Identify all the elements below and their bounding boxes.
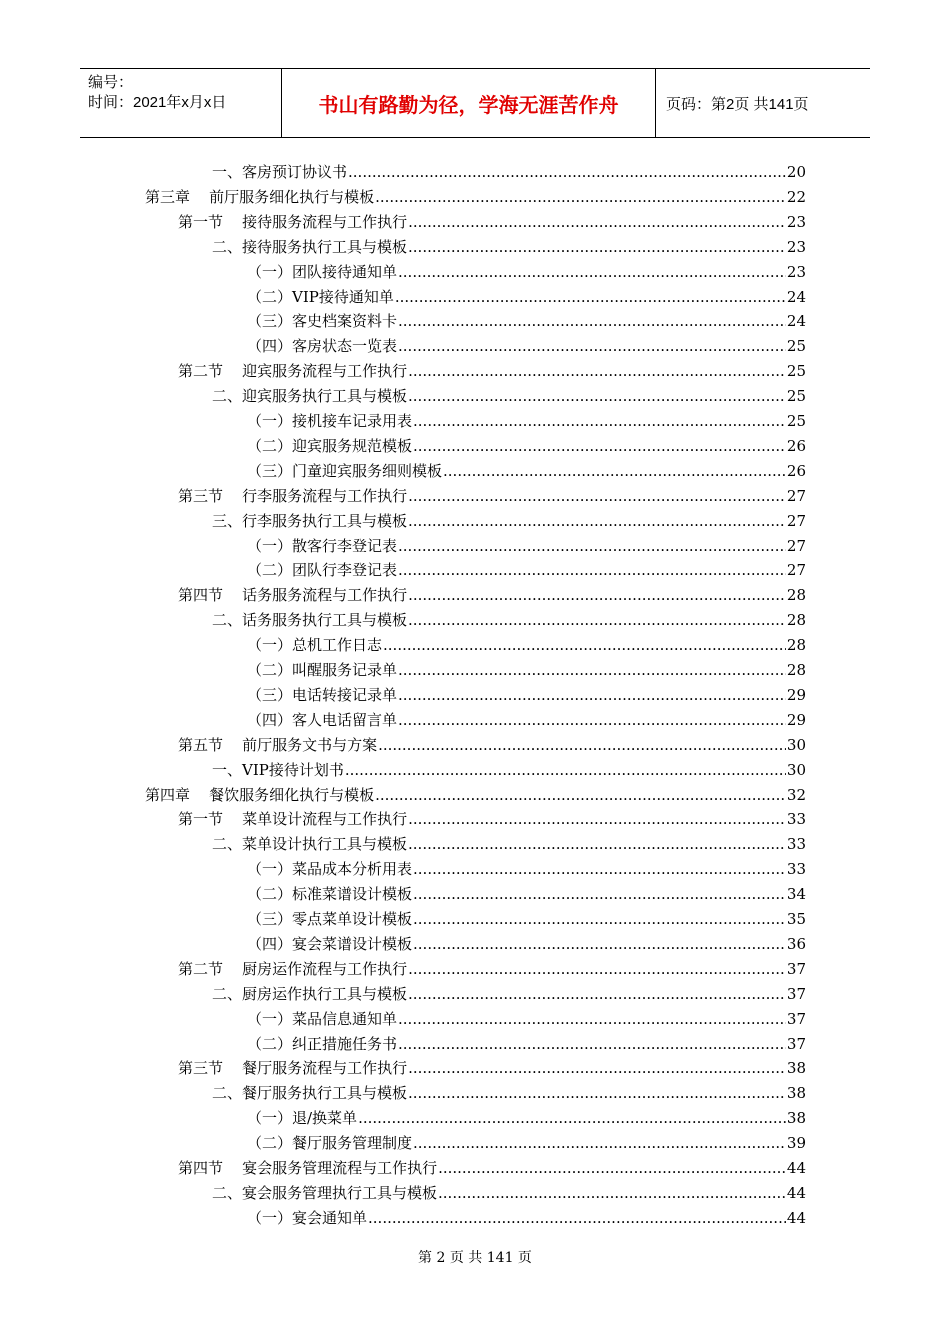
toc-leader-dots [408,809,786,829]
toc-entry-page: 33 [786,835,806,854]
toc-entry-title: 第四章 餐饮服务细化执行与模板 [145,785,375,804]
serial-label: 编号： [88,74,134,91]
toc-leader-dots [398,660,786,680]
toc-entry[interactable] [178,731,806,755]
toc-entry-title: （一）总机工作日志 [247,636,383,655]
toc-entry-page: 44 [786,1183,806,1202]
toc-entry-title: （四）客人电话留言单 [247,710,398,729]
toc-entry-page: 23 [786,262,806,281]
toc-leader-dots [398,1009,786,1029]
toc-entry[interactable] [178,1054,806,1078]
toc-entry-title: （二）叫醒服务记录单 [247,661,398,679]
toc-entry-title: （一）菜品成本分析用表 [247,860,413,879]
toc-leader-dots [408,585,786,605]
toc-entry-title: 第一节 接待服务流程与工作执行 [178,212,408,231]
toc-entry-page: 32 [786,785,806,804]
toc-entry-title: 第一节 菜单设计流程与工作执行 [178,810,408,829]
toc-entry-title: （二）标准菜谱设计模板 [247,885,413,904]
toc-entry-page: 38 [786,1059,806,1078]
toc-entry-page: 44 [786,1159,806,1177]
toc-entry-page: 27 [786,561,806,580]
toc-leader-dots [413,859,786,879]
toc-entry[interactable] [247,432,806,456]
toc-entry-page: 25 [786,362,806,381]
toc-entry-page: 23 [786,237,806,256]
toc-entry-title: 二、厨房运作执行工具与模板 [212,984,408,1003]
toc-entry-title: 三、行李服务执行工具与模板 [212,511,408,530]
toc-entry-page: 38 [786,1084,806,1103]
toc-leader-dots [398,560,786,580]
toc-entry-title: 第三章 前厅服务细化执行与模板 [145,187,375,206]
toc-entry[interactable] [212,606,806,630]
toc-entry-title: 二、话务服务执行工具与模板 [212,611,408,630]
toc-entry-title: 第二节 厨房运作流程与工作执行 [178,959,408,978]
toc-entry-page: 22 [786,187,806,206]
toc-entry-page: 25 [786,412,806,430]
toc-entry[interactable] [247,1030,806,1054]
toc-entry[interactable] [247,905,806,929]
toc-leader-dots [408,1058,786,1078]
toc-entry-title: （二）VIP接待通知单 [247,287,394,306]
toc-leader-dots [438,1183,786,1203]
toc-entry-title: （四）客房状态一览表 [247,337,398,356]
toc-leader-dots [375,785,786,805]
header-motto: 书山有路勤为径，学海无涯苦作舟 [282,69,656,137]
toc-leader-dots [408,237,786,257]
toc-entry[interactable] [247,1204,806,1228]
toc-entry[interactable] [212,1079,806,1103]
toc-entry-title: 二、宴会服务管理执行工具与模板 [212,1183,438,1202]
toc-leader-dots [408,212,786,232]
toc-entry-title: 一、客房预订协议书 [212,163,348,181]
toc-leader-dots [398,311,786,331]
toc-entry-page: 28 [786,661,806,679]
toc-entry[interactable] [212,382,806,406]
toc-leader-dots [438,1158,786,1178]
toc-entry[interactable] [247,332,806,356]
toc-entry-title: 第四节 宴会服务管理流程与工作执行 [178,1159,438,1177]
toc-leader-dots [443,461,786,481]
toc-entry[interactable] [212,233,806,257]
toc-entry-title: （三）电话转接记录单 [247,685,398,704]
toc-entry-page: 33 [786,810,806,829]
toc-leader-dots [378,735,786,755]
toc-entry-title: 第四节 话务服务流程与工作执行 [178,586,408,605]
toc-leader-dots [368,1208,786,1228]
toc-entry-title: 第五节 前厅服务文书与方案 [178,735,378,754]
toc-leader-dots [398,1034,786,1054]
toc-entry[interactable] [212,507,806,531]
toc-entry-page: 37 [786,1034,806,1053]
toc-entry-title: 二、接待服务执行工具与模板 [212,237,408,256]
toc-entry[interactable] [145,183,806,207]
toc-entry[interactable] [145,781,806,805]
toc-entry[interactable] [178,805,806,829]
toc-entry-title: （三）客史档案资料卡 [247,312,398,331]
toc-entry-page: 39 [786,1134,806,1153]
toc-entry-page: 36 [786,934,806,953]
toc-entry[interactable] [212,756,806,780]
toc-leader-dots [413,934,786,954]
toc-leader-dots [408,511,786,531]
toc-entry-title: （一）团队接待通知单 [247,262,398,281]
page-footer: 第 2 页 共 141 页 [418,1250,532,1266]
toc-entry-page: 38 [786,1109,806,1128]
toc-entry[interactable] [247,706,806,730]
toc-entry-title: （四）宴会菜谱设计模板 [247,934,413,953]
toc-entry-title: 二、菜单设计执行工具与模板 [212,835,408,854]
toc-entry[interactable] [247,457,806,481]
toc-entry[interactable] [178,357,806,381]
toc-entry[interactable] [247,407,806,431]
toc-entry[interactable] [247,1129,806,1153]
toc-leader-dots [413,1133,786,1153]
toc-entry-page: 28 [786,586,806,605]
toc-entry[interactable] [247,532,806,556]
toc-leader-dots [413,436,786,456]
toc-entry[interactable] [178,1154,806,1178]
toc-entry[interactable] [247,855,806,879]
toc-entry-title: （一）散客行李登记表 [247,536,398,555]
toc-entry-title: （二）餐厅服务管理制度 [247,1134,413,1153]
toc-leader-dots [408,486,786,506]
toc-leader-dots [398,536,786,556]
toc-leader-dots [398,336,786,356]
toc-entry[interactable] [212,1179,806,1203]
toc-entry-page: 30 [786,735,806,754]
toc-entry-page: 27 [786,536,806,555]
toc-entry-page: 24 [786,312,806,331]
toc-entry[interactable] [178,482,806,506]
toc-entry-title: 一、VIP接待计划书 [212,760,344,779]
toc-entry[interactable] [247,656,806,680]
toc-leader-dots [398,685,786,705]
toc-leader-dots [358,1108,786,1128]
toc-entry-title: 第二节 迎宾服务流程与工作执行 [178,362,408,381]
toc-entry-page: 25 [786,387,806,406]
toc-entry-title: （二）迎宾服务规范模板 [247,436,413,455]
toc-entry-page: 33 [786,860,806,879]
toc-entry[interactable] [247,1104,806,1128]
toc-leader-dots [408,959,786,979]
toc-entry-page: 26 [786,436,806,455]
toc-entry[interactable] [247,681,806,705]
toc-entry-page: 27 [786,511,806,530]
toc-entry[interactable] [178,208,806,232]
toc-entry[interactable] [212,158,806,182]
toc-entry-page: 28 [786,611,806,630]
toc-entry-title: 二、餐厅服务执行工具与模板 [212,1084,408,1103]
toc-leader-dots [375,187,786,207]
toc-leader-dots [398,262,786,282]
toc-entry[interactable] [247,258,806,282]
toc-entry-page: 29 [786,685,806,704]
toc-entry-title: （三）零点菜单设计模板 [247,910,413,928]
time-label: 时间：2021年x月x日 [88,94,227,111]
toc-entry-title: （一）宴会通知单 [247,1208,368,1227]
toc-entry-page: 25 [786,337,806,356]
toc-entry-page: 28 [786,636,806,655]
toc-leader-dots [395,287,786,307]
toc-entry-page: 37 [786,984,806,1003]
toc-entry[interactable] [212,980,806,1004]
toc-entry-page: 27 [786,486,806,505]
toc-entry-page: 23 [786,212,806,231]
toc-entry-page: 34 [786,885,806,904]
header-left-cell [80,69,282,137]
toc-entry[interactable] [247,930,806,954]
toc-leader-dots [408,1083,786,1103]
toc-leader-dots [413,411,786,431]
toc-entry-title: 二、迎宾服务执行工具与模板 [212,387,408,406]
toc-leader-dots [413,884,786,904]
toc-entry-title: （二）纠正措施任务书 [247,1034,398,1053]
toc-leader-dots [408,386,786,406]
toc-entry[interactable] [247,1005,806,1029]
toc-entry[interactable] [212,830,806,854]
toc-entry-page: 26 [786,461,806,480]
toc-leader-dots [383,635,786,655]
toc-entry[interactable] [247,880,806,904]
toc-leader-dots [345,760,786,780]
toc-entry[interactable] [247,631,806,655]
toc-entry-page: 30 [786,760,806,779]
toc-entry[interactable] [247,307,806,331]
toc-leader-dots [413,909,786,929]
toc-leader-dots [348,162,786,182]
toc-entry-page: 37 [786,959,806,978]
toc-entry[interactable] [178,955,806,979]
toc-entry-title: （一）菜品信息通知单 [247,1009,398,1028]
toc-entry-page: 35 [786,910,806,928]
toc-entry-title: （三）门童迎宾服务细则模板 [247,461,443,480]
toc-entry-page: 44 [786,1208,806,1227]
toc-entry-page: 37 [786,1009,806,1028]
toc-entry-title: 第三节 餐厅服务流程与工作执行 [178,1059,408,1078]
toc-leader-dots [408,610,786,630]
toc-leader-dots [408,984,786,1004]
toc-entry-page: 20 [786,163,806,181]
header-page-label: 页码：第2页 共141页 [666,95,809,113]
toc-entry-title: 第三节 行李服务流程与工作执行 [178,486,408,505]
toc-entry-title: （一）退/换菜单 [247,1109,358,1128]
toc-leader-dots [408,361,786,381]
toc-entry[interactable] [178,581,806,605]
toc-entry-page: 24 [786,287,806,306]
toc-entry-title: （二）团队行李登记表 [247,561,398,580]
toc-entry-page: 29 [786,710,806,729]
toc-entry-title: （一）接机接车记录用表 [247,412,413,430]
toc-entry[interactable] [247,283,806,307]
toc-leader-dots [408,834,786,854]
page-header [80,68,870,138]
toc-entry[interactable] [247,556,806,580]
toc-leader-dots [398,710,786,730]
